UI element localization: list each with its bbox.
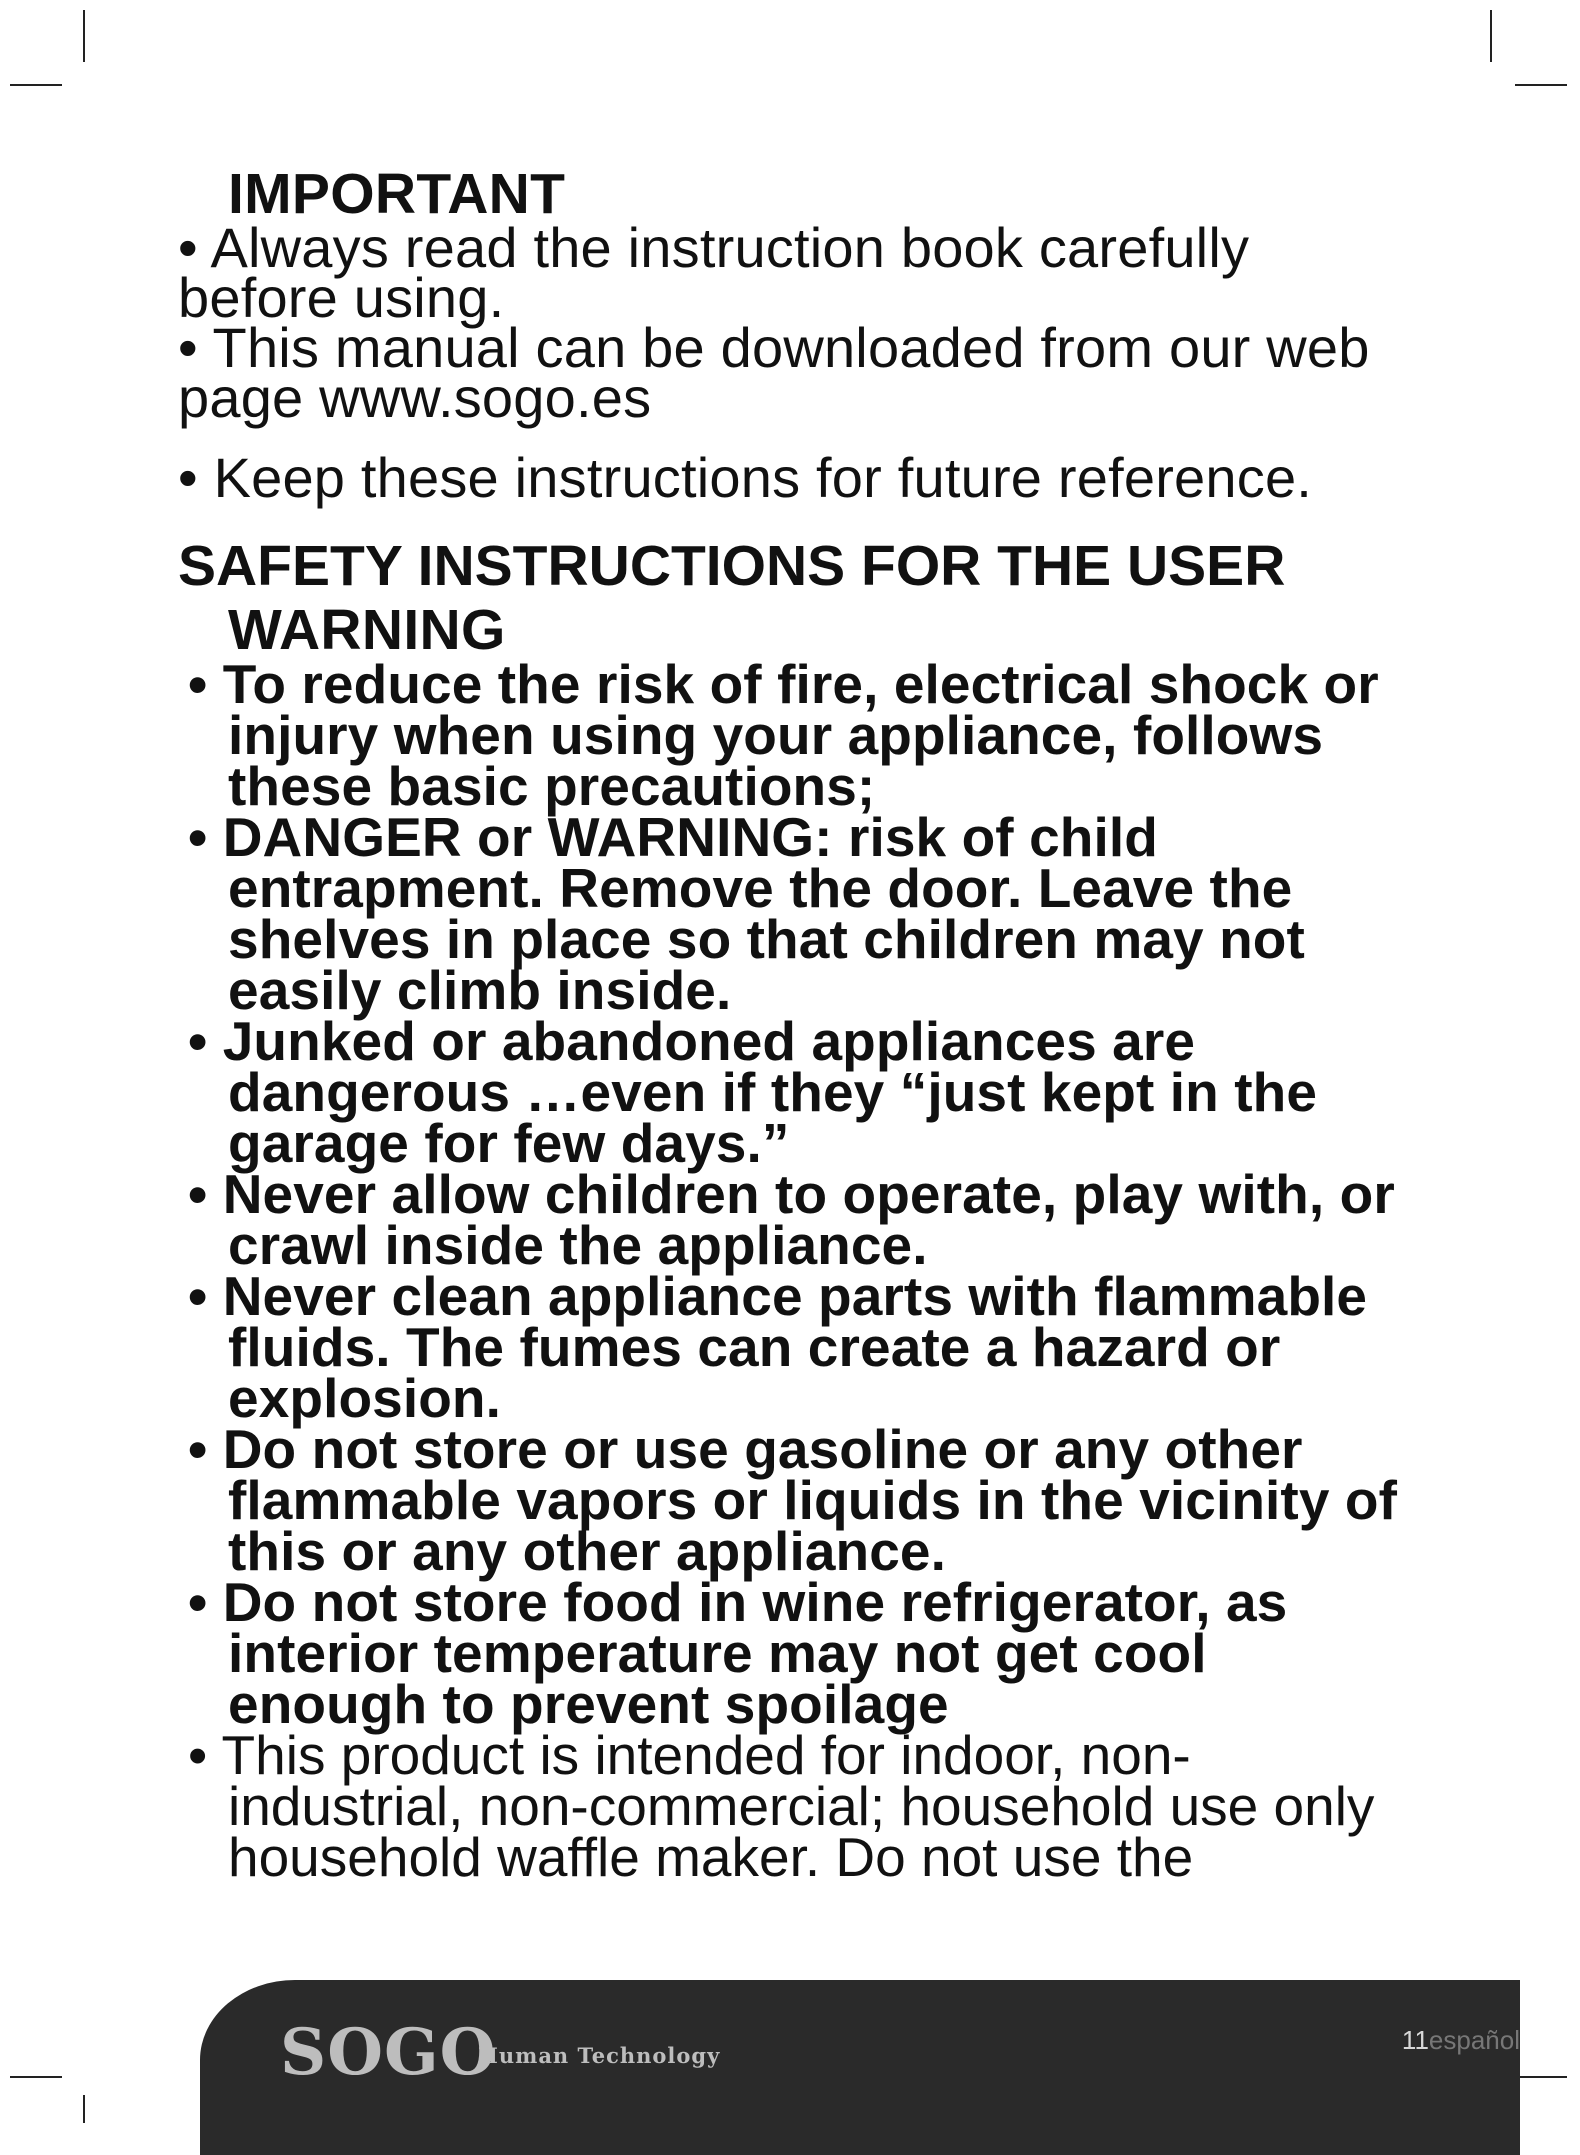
crop-mark bbox=[83, 2095, 85, 2123]
warning-item: • Never allow children to operate, play with, or crawl inside the appliance. bbox=[188, 1163, 1395, 1276]
warning-item: • Junked or abandoned appliances are dangerous …even if they “just kept in the garage for few days.” bbox=[188, 1010, 1318, 1174]
crop-mark bbox=[1490, 10, 1492, 62]
crop-mark bbox=[1515, 84, 1567, 86]
important-item: • This manual can be downloaded from our web page www.sogo.es bbox=[178, 316, 1370, 429]
warning-item: • Never clean appliance parts with flammable fluids. The fumes can create a hazard or explosion. bbox=[188, 1265, 1368, 1429]
product-use-item: • This product is intended for indoor, non-industrial, non-commercial; household use only household waffle maker. Do not use the bbox=[188, 1724, 1375, 1888]
sogo-logo: SOGO bbox=[280, 2015, 497, 2090]
crop-mark bbox=[1515, 2076, 1567, 2078]
crop-mark bbox=[10, 84, 62, 86]
warning-item: • Do not store food in wine refrigerator, as interior temperature may not get cool enough to prevent spoilage bbox=[188, 1571, 1288, 1735]
page-content bbox=[178, 162, 1418, 1888]
logo-tagline: Human Technology bbox=[478, 2043, 721, 2068]
page-number-value: 11 bbox=[1401, 2025, 1429, 2055]
page-number bbox=[1402, 2025, 1520, 2056]
page-language: español bbox=[1428, 2025, 1520, 2055]
important-heading: IMPORTANT bbox=[228, 162, 566, 226]
warning-item: • DANGER or WARNING: risk of child entrapment. Remove the door. Leave the shelves in place so that children may not easily climb inside. bbox=[188, 806, 1305, 1021]
crop-mark bbox=[10, 2076, 62, 2078]
safety-title: SAFETY INSTRUCTIONS FOR THE USER bbox=[178, 534, 1286, 598]
important-item: • Always read the instruction book carefully before using. bbox=[178, 216, 1250, 329]
footer-bar bbox=[200, 1980, 1520, 2155]
warning-item: • To reduce the risk of fire, electrical shock or injury when using your appliance, follows these basic precautions; bbox=[188, 653, 1379, 817]
warning-item: • Do not store or use gasoline or any other flammable vapors or liquids in the vicinity of this or any other appliance. bbox=[188, 1418, 1397, 1582]
crop-mark bbox=[83, 10, 85, 62]
keep-instructions: • Keep these instructions for future reference. bbox=[178, 446, 1313, 509]
warning-heading: WARNING bbox=[228, 598, 506, 662]
